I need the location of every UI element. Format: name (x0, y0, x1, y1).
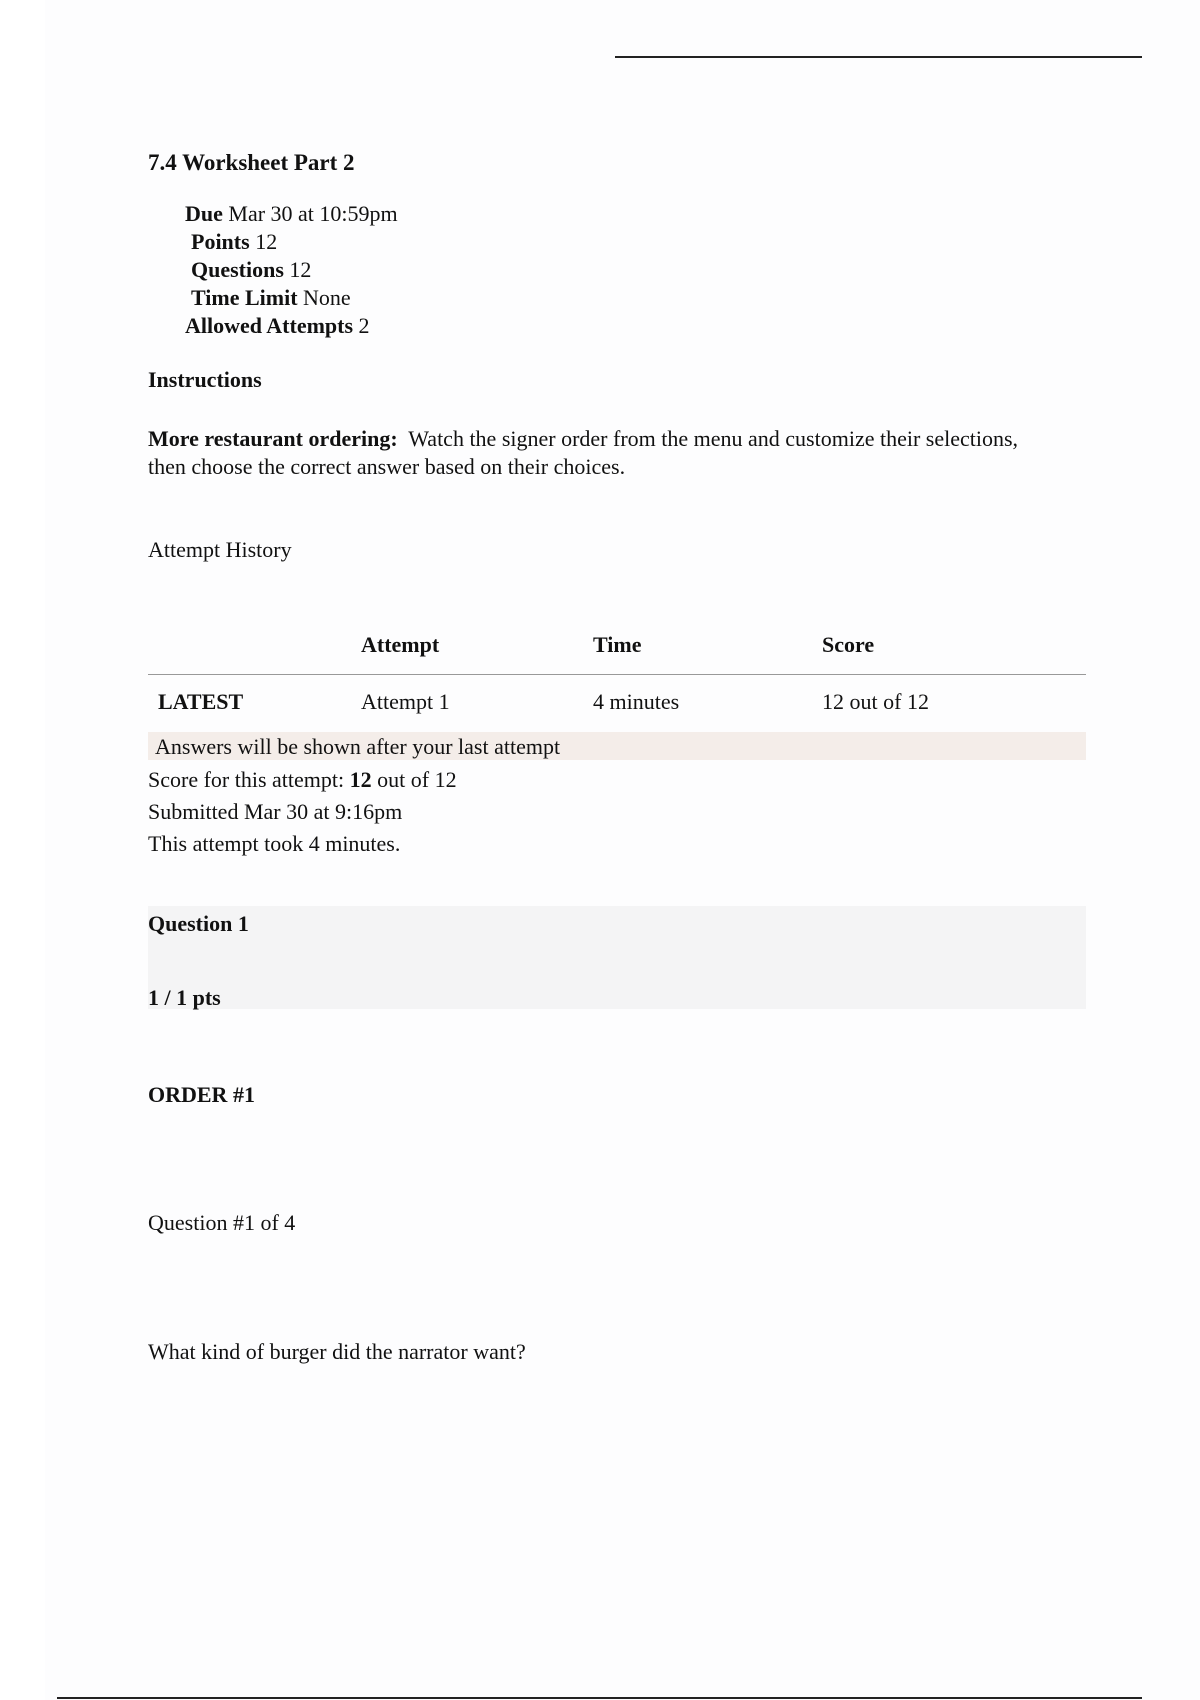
points-value: 12 (255, 229, 278, 254)
question-prompt: What kind of burger did the narrator want? (148, 1339, 526, 1364)
points-row (191, 229, 277, 255)
instructions-body: Watch the signer order from the menu and customize their selections, then choose the correct answer based on their choices. (148, 426, 1019, 479)
footer-divider (57, 1697, 1142, 1699)
time-limit-row (191, 285, 351, 311)
column-header-time: Time (593, 632, 642, 657)
time-limit-value: None (303, 285, 351, 310)
score-prefix: Score for this attempt: (148, 767, 345, 792)
points-label: Points (191, 229, 250, 254)
attempt-history-heading: Attempt History (148, 537, 292, 562)
due-value: Mar 30 at 10:59pm (228, 201, 398, 226)
attempt-score: 12 out of 12 (822, 689, 929, 714)
order-heading: ORDER #1 (148, 1082, 255, 1107)
answers-notice-text: Answers will be shown after your last attempt (155, 734, 561, 759)
instructions-lead: More restaurant ordering: (148, 426, 398, 451)
time-limit-label: Time Limit (191, 285, 298, 310)
question-title: Question 1 (148, 911, 249, 936)
submitted-line: Submitted Mar 30 at 9:16pm (148, 799, 403, 824)
column-header-score: Score (822, 632, 875, 657)
question-counter: Question #1 of 4 (148, 1210, 296, 1235)
answers-notice-banner (148, 732, 1086, 760)
questions-label: Questions (191, 257, 284, 282)
column-header-attempt: Attempt (361, 632, 440, 657)
allowed-attempts-value: 2 (358, 313, 370, 338)
allowed-attempts-row (185, 313, 370, 339)
duration-line: This attempt took 4 minutes. (148, 831, 401, 856)
allowed-attempts-label: Allowed Attempts (185, 313, 354, 338)
score-line (148, 767, 457, 793)
instructions-text (148, 425, 1028, 481)
due-row (185, 201, 398, 227)
question-points: 1 / 1 pts (148, 985, 221, 1010)
latest-tag: LATEST (158, 689, 244, 714)
quiz-title: 7.4 Worksheet Part 2 (148, 150, 355, 175)
questions-row (191, 257, 311, 283)
questions-value: 12 (289, 257, 312, 282)
table-divider (148, 674, 1086, 675)
instructions-heading: Instructions (148, 367, 262, 392)
attempt-time: 4 minutes (593, 689, 680, 714)
score-value: 12 (349, 767, 372, 792)
question-header (148, 906, 1086, 1009)
attempt-link[interactable]: Attempt 1 (361, 689, 450, 714)
header-divider (615, 56, 1142, 58)
score-suffix: out of 12 (377, 767, 457, 792)
due-label: Due (185, 201, 223, 226)
